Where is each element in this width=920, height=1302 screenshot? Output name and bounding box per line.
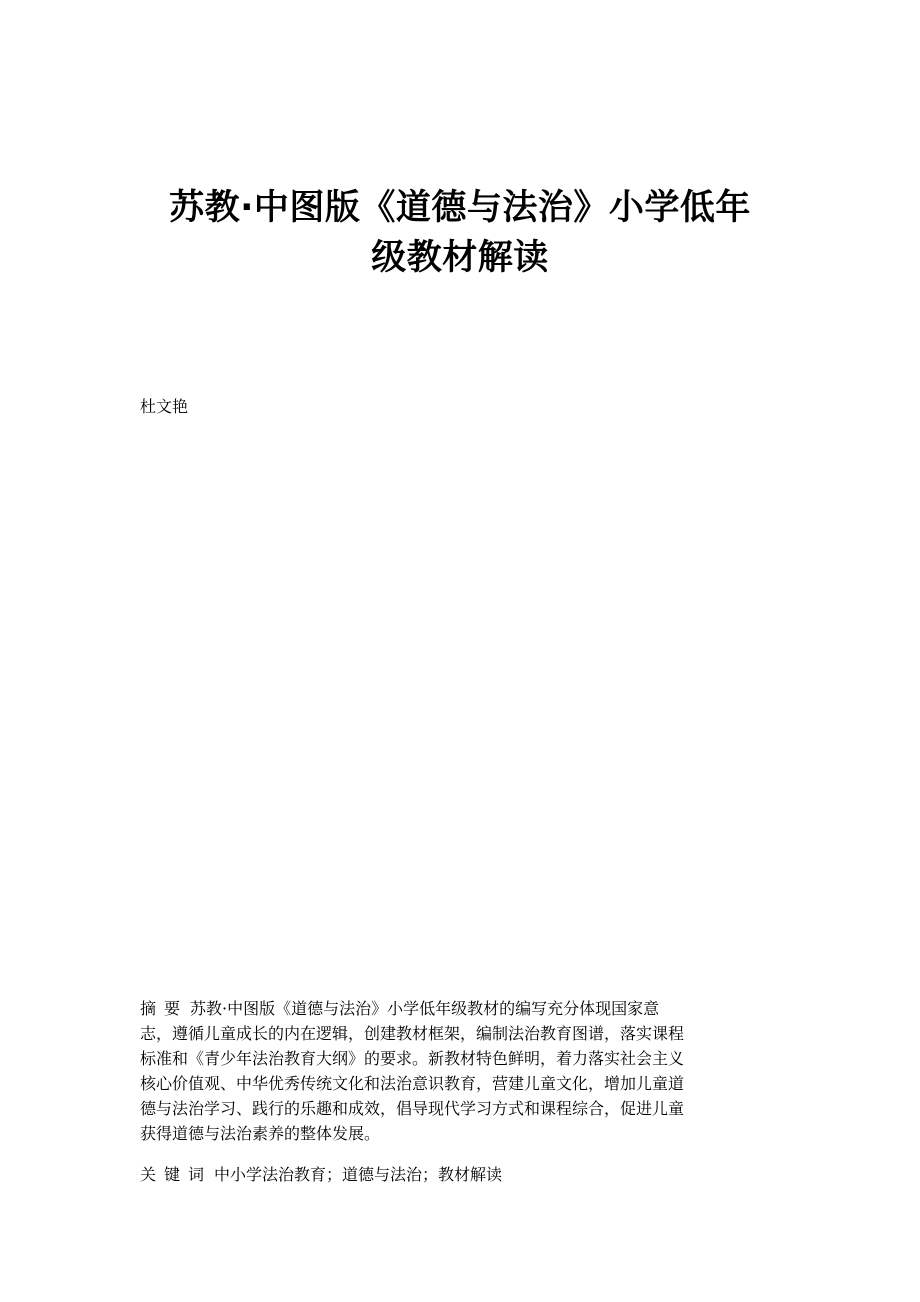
abstract-line: 志，遵循儿童成长的内在逻辑，创建教材框架，编制法治教育图谱，落实课程 — [140, 1024, 685, 1043]
title-line-1: 苏教·中图版《道德与法治》小学低年 — [169, 188, 751, 228]
keywords-block — [140, 1164, 502, 1186]
abstract-line: 标准和《青少年法治教育大纲》的要求。新教材特色鲜明，着力落实社会主义 — [140, 1049, 685, 1068]
abstract-block — [140, 996, 780, 1146]
paper-title — [120, 183, 800, 283]
title-line-2: 级教材解读 — [371, 238, 549, 278]
keywords-label: 关键词 — [140, 1165, 213, 1184]
author-name: 杜文艳 — [140, 397, 189, 416]
abstract-label: 摘要 — [140, 999, 189, 1018]
keywords-text: 中小学法治教育；道德与法治；教材解读 — [214, 1165, 503, 1184]
abstract-line: 德与法治学习、践行的乐趣和成效，倡导现代学习方式和课程综合，促进儿童 — [140, 1099, 685, 1118]
abstract-line — [140, 996, 780, 1021]
abstract-line: 获得道德与法治素养的整体发展。 — [140, 1124, 381, 1143]
abstract-text: 苏教·中图版《道德与法治》小学低年级教材的编写充分体现国家意 — [190, 999, 660, 1018]
abstract-line: 核心价值观、中华优秀传统文化和法治意识教育，营建儿童文化，增加儿童道 — [140, 1074, 685, 1093]
